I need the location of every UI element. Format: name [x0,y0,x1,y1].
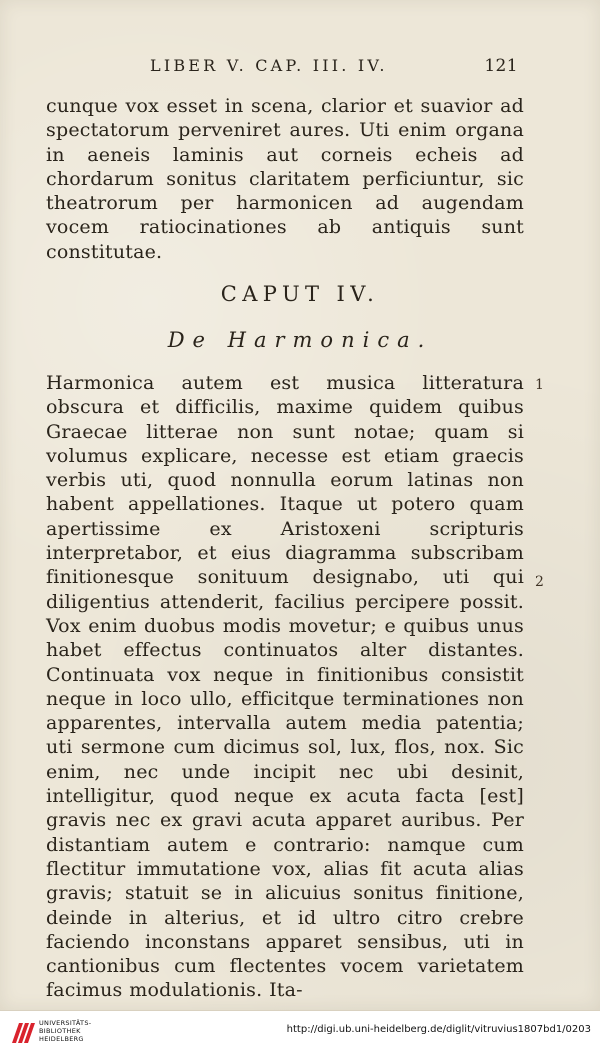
library-name-line: UNIVERSITÄTS- [39,1019,92,1027]
digital-library-footer [0,1010,600,1053]
library-name [39,1019,115,1043]
page-number: 121 [484,56,518,76]
margin-note: 1 [535,377,544,393]
library-name-line: HEIDELBERG [39,1035,84,1043]
chapter-title: CAPUT IV. [220,282,380,306]
intro-paragraph: cunque vox esset in scena, clarior et suavior ad spectatorum perveniret aures. Uti enim organa in aeneis laminis aut corneis echeis ad chordarum sonitus claritatem perficiuntur, sic theatrorum per harmonicen ad augendam vocem ratiocinationes ab antiquis sunt constitutae. [46,95,524,263]
page-header [0,54,600,78]
library-name-line: BIBLIOTHEK [39,1027,81,1035]
chapter-subtitle: De Harmonica. [167,328,433,352]
margin-note: 2 [535,574,544,590]
university-library-logo-icon [10,1019,37,1046]
running-head: LIBER V. CAP. III. IV. [150,56,388,75]
source-url: http://digi.ub.uni-heidelberg.de/diglit/vitruvius1807bd1/0203 [286,1024,591,1035]
main-paragraph: Harmonica autem est musica litteratura obscura et difficilis, maxime quidem quibus Graecae litterae non sunt notae; quam si volumus explicare, necesse est etiam graecis verbis uti, quod nonnulla eorum latinas non habent appellationes. Itaque ut potero quam apertissime ex Aristoxeni scripturis interpretabor, et eius diagramma subscribam finitionesque sonituum designabo, uti qui diligentius attenderit, facilius percipere possit. Vox enim duobus modis movetur; e quibus unus habet effectus continuatos alter distantes. Continuata vox neque in finitionibus consistit neque in loco ullo, efficitque terminationes non apparentes, intervalla autem media patentia; uti sermone cum dicimus sol, lux, flos, nox. Sic enim, nec unde incipit nec ubi desinit, intelligitur, quod neque ex acuta facta [est] gravis nec ex gravi acuta apparet auribus. Per distantiam autem e contrario: namque cum flectitur immutatione vox, alias fit acuta alias gravis; statuit se in alicuius sonitus finitione, deinde in alterius, et id ultro citro crebre faciendo inconstans apparet sensibus, uti in cantionibus cum flectentes vocem varietatem facimus modulationis. Ita- [46,372,524,1002]
